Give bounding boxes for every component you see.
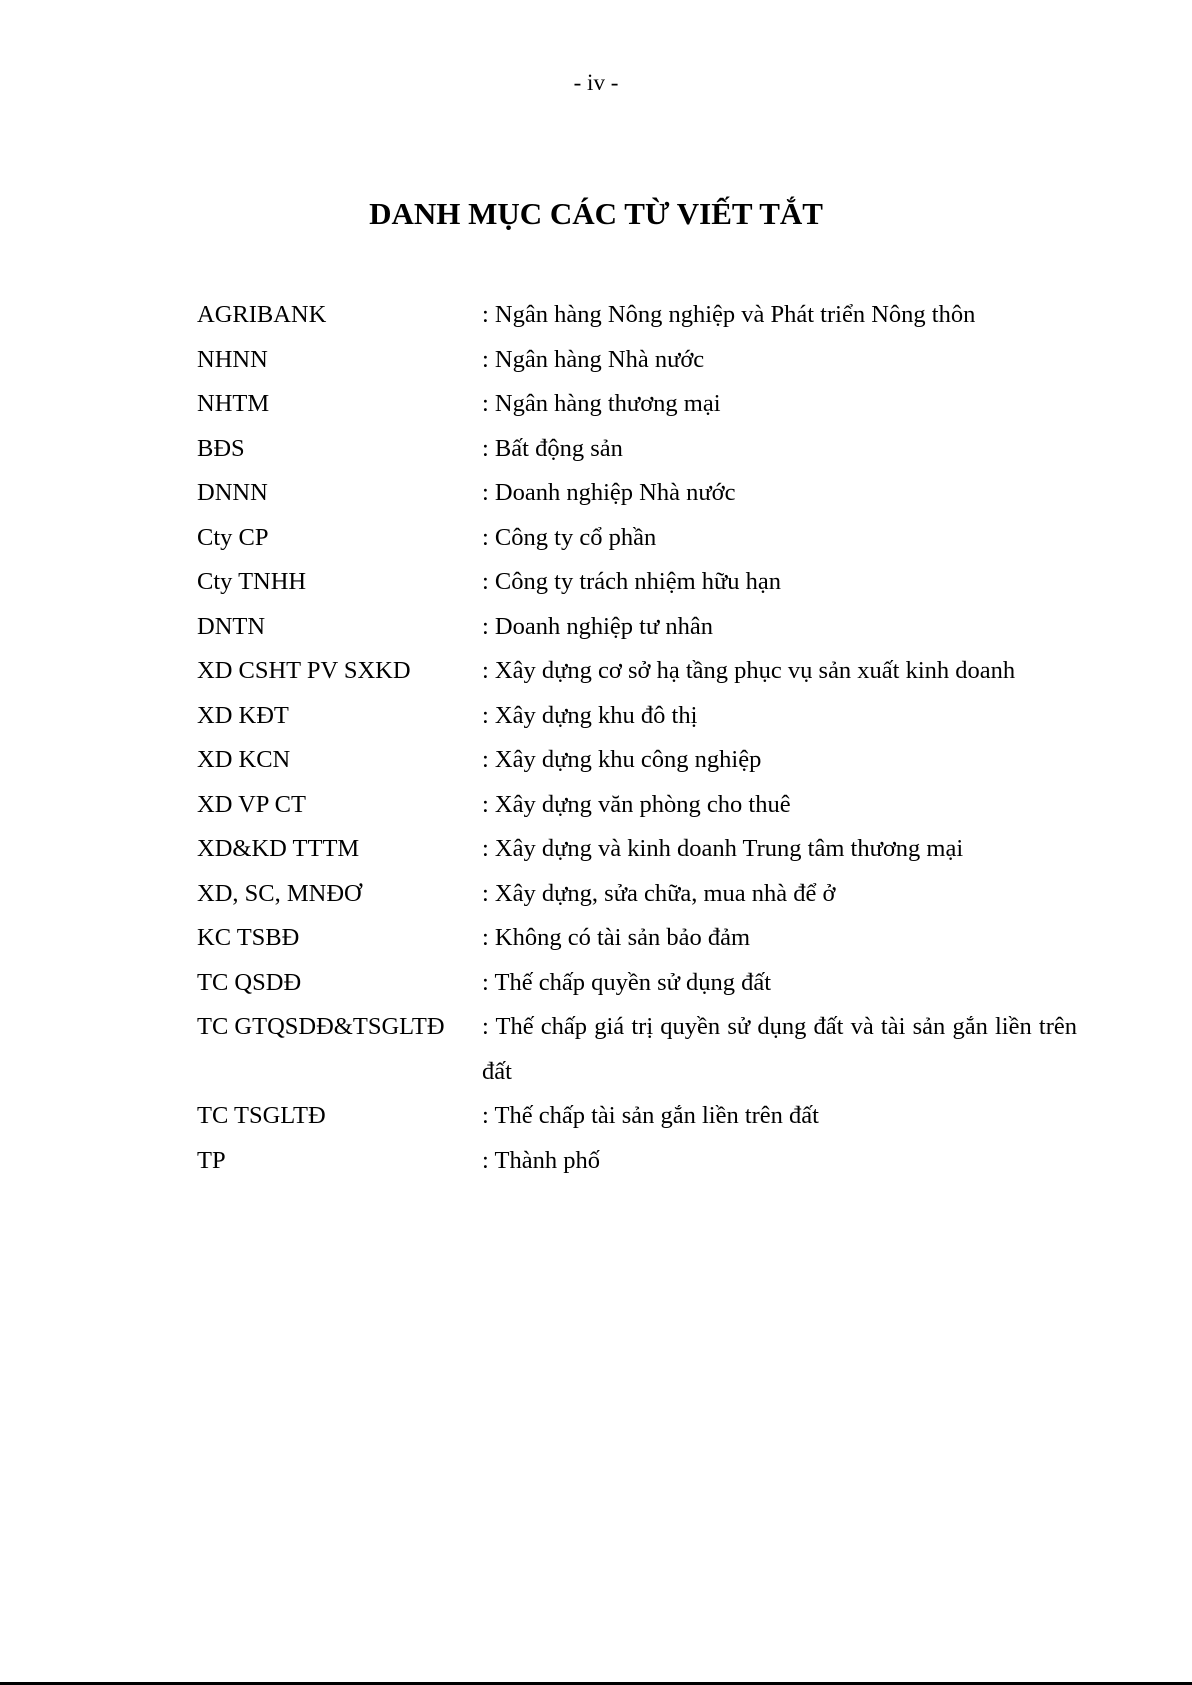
- abbreviation-definition: : Bất động sản: [482, 434, 623, 462]
- abbreviation-code: AGRIBANK: [197, 301, 327, 328]
- abbreviation-row: [197, 872, 1077, 917]
- abbreviation-row: [197, 605, 1077, 650]
- abbreviation-code: BĐS: [197, 434, 245, 462]
- abbreviation-definition: : Xây dựng văn phòng cho thuê: [482, 790, 791, 818]
- abbreviation-row: [197, 293, 1077, 338]
- abbreviation-definition: : Không có tài sản bảo đảm: [482, 924, 751, 951]
- abbreviation-row: [197, 338, 1077, 383]
- abbreviation-definition: : Ngân hàng thương mại: [482, 390, 721, 417]
- abbreviation-row: [197, 694, 1077, 739]
- abbreviation-definition: : Xây dựng khu đô thị: [482, 701, 698, 729]
- abbreviation-row: [197, 961, 1077, 1006]
- abbreviation-row: [197, 516, 1077, 561]
- abbreviation-code: DNNN: [197, 479, 268, 506]
- abbreviation-definition: : Công ty cổ phần: [482, 523, 657, 551]
- abbreviation-row: [197, 1139, 1077, 1184]
- abbreviation-code: XD KĐT: [197, 701, 289, 729]
- abbreviation-code: TC GTQSDĐ&TSGLTĐ: [197, 1013, 445, 1040]
- abbreviation-row: [197, 382, 1077, 427]
- abbreviation-row: [197, 1005, 1077, 1094]
- abbreviation-definition: : Ngân hàng Nhà nước: [482, 345, 705, 373]
- abbreviation-code: XD VP CT: [197, 790, 306, 818]
- abbreviation-code: XD, SC, MNĐƠ: [197, 879, 362, 907]
- abbreviation-row: [197, 827, 1077, 872]
- abbreviation-definition: : Xây dựng cơ sở hạ tầng phục vụ sản xuất kinh doanh: [482, 657, 1016, 684]
- abbreviation-definition: : Thành phố: [482, 1146, 600, 1174]
- abbreviation-row: [197, 427, 1077, 472]
- page-number: - iv -: [573, 70, 619, 95]
- abbreviation-definition: : Doanh nghiệp tư nhân: [482, 612, 714, 640]
- abbreviation-definition: : Xây dựng khu công nghiệp: [482, 746, 762, 773]
- abbreviation-code: DNTN: [197, 612, 266, 640]
- abbreviation-code: XD KCN: [197, 746, 291, 773]
- abbreviation-definition: : Xây dựng, sửa chữa, mua nhà để ở: [482, 879, 836, 907]
- abbreviation-code: Cty CP: [197, 523, 269, 551]
- abbreviation-code: KC TSBĐ: [197, 924, 300, 951]
- abbreviation-definition: : Thế chấp quyền sử dụng đất: [482, 968, 772, 996]
- abbreviation-definition: : Thế chấp tài sản gắn liền trên đất: [482, 1102, 819, 1129]
- abbreviation-row: [197, 560, 1077, 605]
- page-title: DANH MỤC CÁC TỪ VIẾT TẮT: [369, 196, 823, 231]
- abbreviation-definition: : Xây dựng và kinh doanh Trung tâm thương mại: [482, 835, 964, 862]
- abbreviation-definition: : Doanh nghiệp Nhà nước: [482, 479, 736, 506]
- abbreviation-code: NHTM: [197, 390, 270, 417]
- abbreviation-row: [197, 738, 1077, 783]
- abbreviation-code: XD&KD TTTM: [197, 835, 360, 862]
- abbreviation-code: TC TSGLTĐ: [197, 1102, 326, 1129]
- abbreviation-definition: : Ngân hàng Nông nghiệp và Phát triển Nông thôn: [482, 301, 976, 328]
- abbreviation-code: TP: [197, 1146, 226, 1174]
- abbreviation-definition: : Công ty trách nhiệm hữu hạn: [482, 568, 782, 595]
- abbreviation-code: TC QSDĐ: [197, 968, 302, 996]
- abbreviation-list: [197, 293, 1077, 1183]
- abbreviation-row: [197, 783, 1077, 828]
- abbreviation-row: [197, 649, 1077, 694]
- abbreviation-code: Cty TNHH: [197, 568, 307, 595]
- abbreviation-definition: : Thế chấp giá trị quyền sử dụng đất và tài sản gắn liền trên đất: [482, 1013, 1077, 1085]
- abbreviation-row: [197, 916, 1077, 961]
- abbreviation-code: NHNN: [197, 345, 268, 373]
- abbreviation-row: [197, 471, 1077, 516]
- abbreviation-row: [197, 1094, 1077, 1139]
- abbreviation-code: XD CSHT PV SXKD: [197, 657, 411, 684]
